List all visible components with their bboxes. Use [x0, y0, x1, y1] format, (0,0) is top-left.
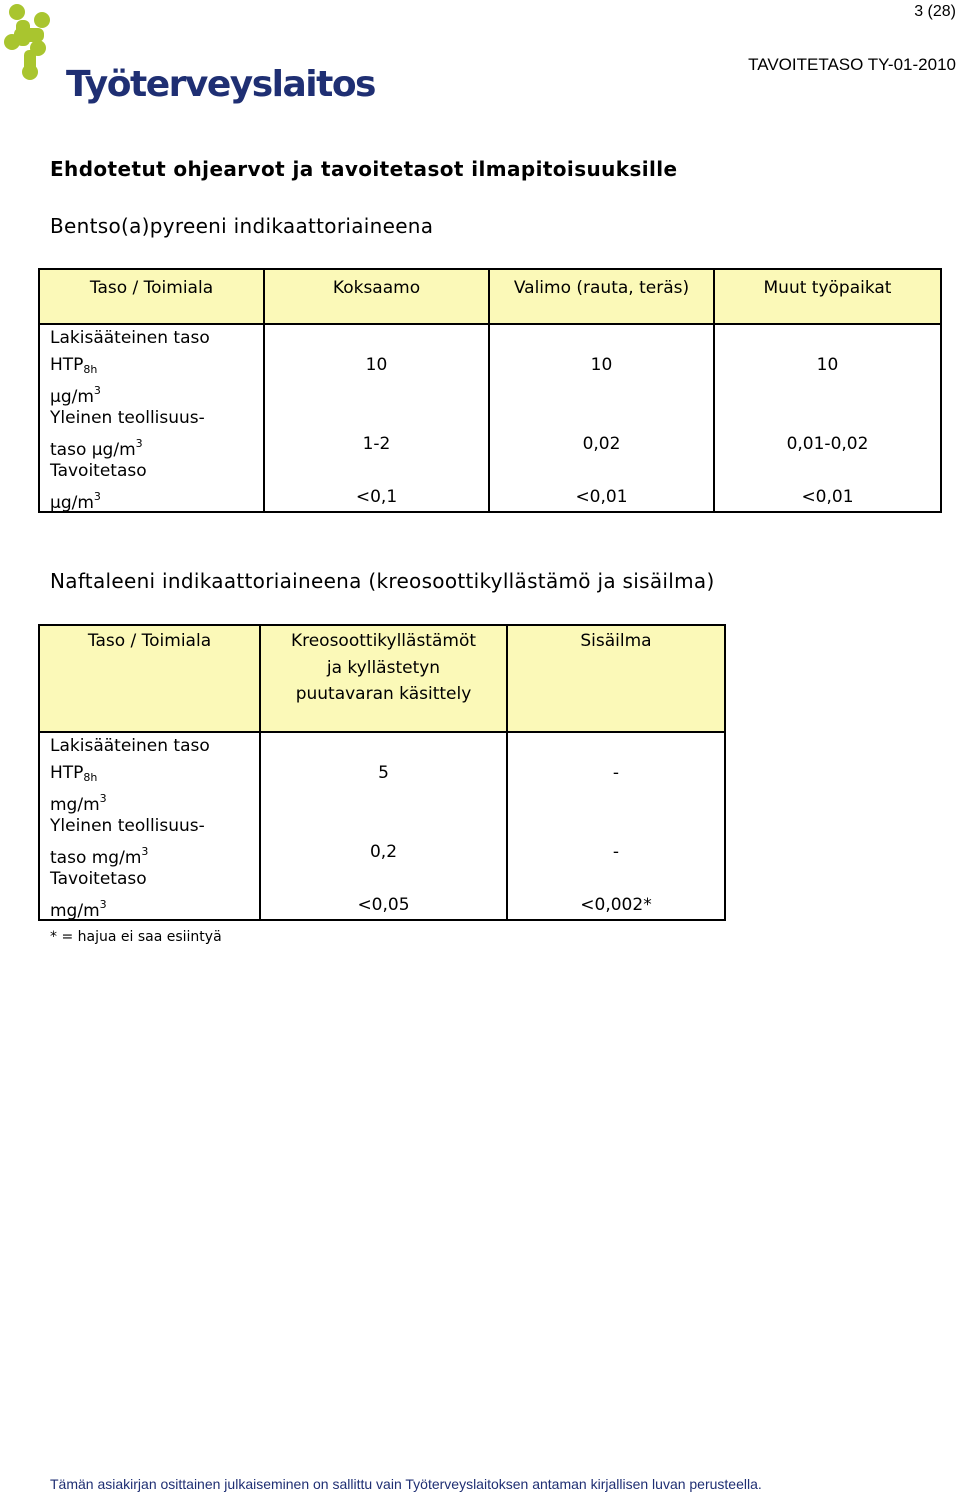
value-cell: 0,2	[369, 842, 398, 862]
value-cell: 10	[590, 354, 613, 375]
section-heading-naphthalene: Naftaleeni indikaattoriaineena (kreosoottikyllästämö ja sisäilma)	[50, 569, 715, 593]
row-labels	[39, 324, 264, 512]
label-target-unit: $mg/m^3$	[50, 898, 107, 921]
label-industry-unit: taso $\mu g/m^3$	[50, 437, 143, 460]
header-cell: Sisäilma	[507, 625, 725, 732]
section-heading-benzopyrene: Bentso(a)pyreeni indikaattoriaineena	[50, 214, 434, 238]
value-cell: <0,1	[355, 487, 398, 507]
label-unit: $\mu g/m^3$	[50, 384, 101, 407]
value-cell: -	[612, 762, 620, 783]
row-labels	[39, 732, 260, 920]
value-cell: -	[612, 842, 620, 862]
value-cell: 5	[378, 762, 389, 783]
footer-disclaimer: Tämän asiakirjan osittainen julkaiseminen on sallittu vain Työterveyslaitoksen antaman kirjallisen luvan perusteella.	[50, 1476, 762, 1492]
value-cell: <0,05	[357, 895, 410, 915]
benzopyrene-table	[38, 268, 942, 513]
label-industry-level: Yleinen teollisuus-	[50, 407, 205, 428]
logo-mark-icon	[0, 0, 70, 85]
koksaamo-values	[264, 324, 489, 512]
label-industry-level: Yleinen teollisuus-	[50, 815, 205, 836]
table-header-row	[39, 625, 725, 732]
table-row	[39, 732, 725, 920]
table-row	[39, 324, 941, 512]
sisailma-values	[507, 732, 725, 920]
label-unit: $mg/m^3$	[50, 792, 107, 815]
label-htp: $HTP_{8h}$	[50, 354, 98, 376]
label-legal-level: Lakisääteinen taso	[50, 736, 210, 756]
valimo-values	[489, 324, 714, 512]
value-cell: <0,01	[801, 487, 854, 507]
value-cell: 10	[816, 354, 839, 375]
page-title: Ehdotetut ohjearvot ja tavoitetasot ilmapitoisuuksille	[50, 157, 678, 181]
value-cell: 10	[365, 354, 388, 375]
header-cell: Taso / Toimiala	[39, 625, 260, 732]
label-target-level: Tavoitetaso	[50, 868, 147, 889]
value-cell: <0,002*	[580, 895, 652, 915]
page-number: 3 (28)	[914, 3, 956, 20]
value-cell: 1-2	[362, 434, 391, 454]
value-cell: <0,01	[575, 487, 628, 507]
naphthalene-table	[38, 624, 726, 921]
logo-wordmark: Työterveyslaitos	[66, 64, 375, 105]
label-target-level: Tavoitetaso	[50, 460, 147, 481]
value-cell: 0,02	[582, 434, 621, 454]
label-target-unit: $\mu g/m^3$	[50, 490, 101, 513]
document-id: TAVOITETASO TY-01-2010	[748, 55, 956, 74]
header-cell: Muut työpaikat	[714, 269, 941, 324]
footnote: * = hajua ei saa esiintyä	[50, 929, 222, 945]
table-header-row	[39, 269, 941, 324]
organization-logo	[0, 0, 375, 115]
value-cell: 0,01-0,02	[786, 434, 869, 454]
muut-values	[714, 324, 941, 512]
header-cell: Taso / Toimiala	[39, 269, 264, 324]
kreosootti-values	[260, 732, 507, 920]
header-cell: Koksaamo	[264, 269, 489, 324]
label-industry-unit: taso $mg/m^3$	[50, 845, 149, 868]
header-cell-multiline: Kreosoottikyllästämöt ja kyllästetyn puutavaran käsittely	[260, 625, 507, 732]
label-htp: $HTP_{8h}$	[50, 762, 98, 784]
label-legal-level: Lakisääteinen taso	[50, 328, 210, 348]
header-cell: Valimo (rauta, teräs)	[489, 269, 714, 324]
